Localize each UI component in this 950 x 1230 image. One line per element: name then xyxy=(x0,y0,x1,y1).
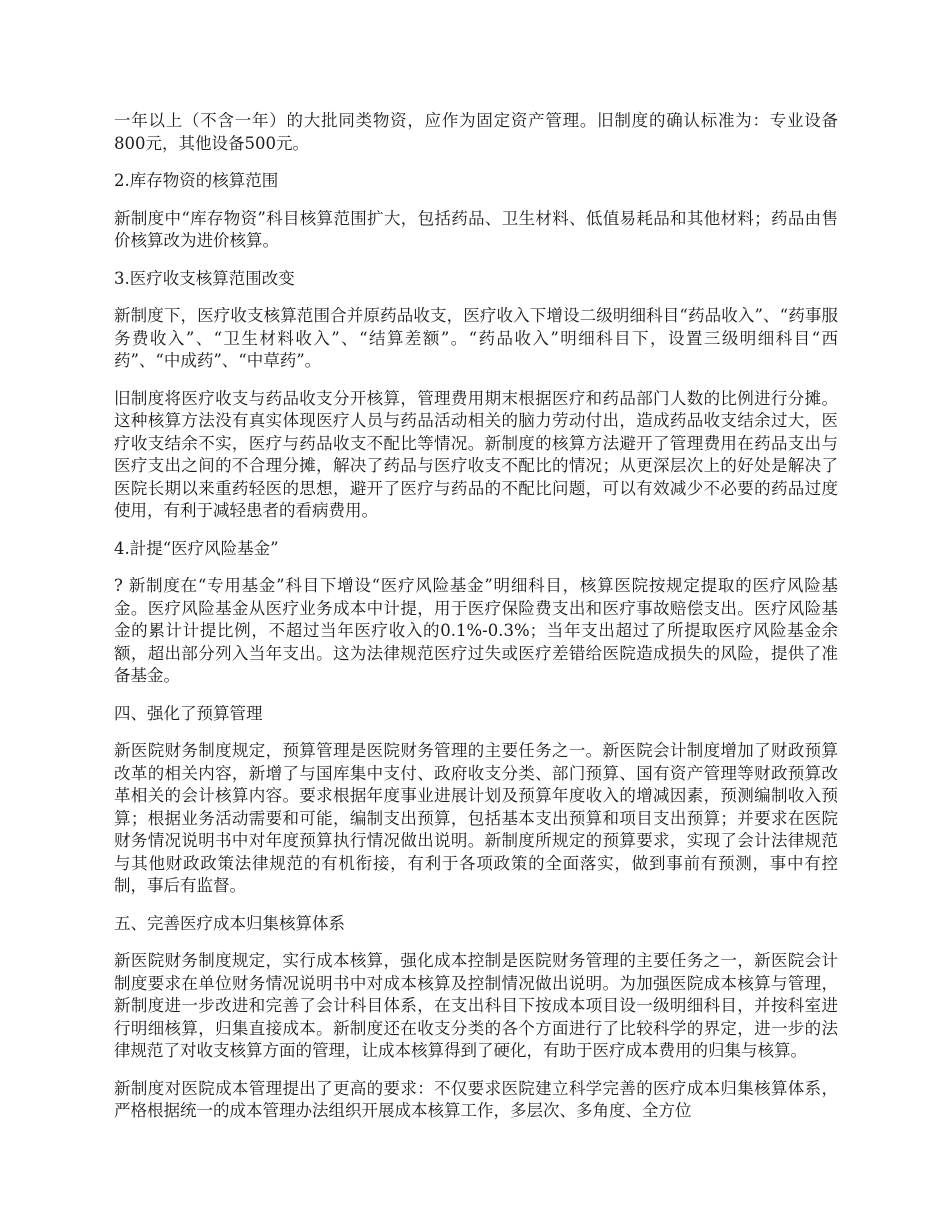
heading-risk-fund: 4.計提“医疗风险基金” xyxy=(114,538,279,558)
paragraph-fixed-assets-standard: 一年以上（不含一年）的大批同类物资，应作为固定资产管理。旧制度的确认标准为：专业设备800元，其他设备500元。 xyxy=(114,111,838,153)
heading-cost-accounting: 五、完善医疗成本归集核算体系 xyxy=(114,913,345,933)
paragraph-inventory-scope: 新制度中“库存物资”科目核算范围扩大，包括药品、卫生材料、低值易耗品和其他材料；药品由售价核算改为进价核算。 xyxy=(114,208,838,250)
paragraph-budget-management: 新医院财务制度规定，预算管理是医院财务管理的主要任务之一。新医院会计制度增加了财政预算改革的相关内容，新增了与国库集中支付、政府收支分类、部门预算、国有资产管理等财政预算改革相关的会计核算内容。要求根据年度事业进展计划及预算年度收入的增减因素，预测编制收入预算；根据业务活动需要和可能，编制支出预算，包括基本支出预算和项目支出预算；并要求在医院财务情况说明书中对年度预算执行情况做出说明。新制度所规定的预算要求，实现了会计法律规范与其他财政政策法律规范的有机衔接，有利于各项政策的全面落实，做到事前有预测，事中有控制，事后有监督。 xyxy=(114,741,838,895)
paragraph-risk-fund: ? 新制度在“专用基金”科目下增设“医疗风险基金”明细科目，核算医院按规定提取的医疗风险基金。医疗风险基金从医疗业务成本中计提，用于医疗保险费支出和医疗事故赔偿支出。医疗风险基金的累计计提比例，不超过当年医疗收入的0.1%-0.3%；当年支出超过了所提取医疗风险基金余额，超出部分列入当年支出。这为法律规范医疗过失或医疗差错给医院造成损失的风险，提供了准备基金。 xyxy=(114,576,838,685)
paragraph-cost-accounting: 新医院财务制度规定，实行成本核算，强化成本控制是医院财务管理的主要任务之一，新医院会计制度要求在单位财务情况说明书中对成本核算及控制情况做出说明。为加强医院成本核算与管理，新制度进一步改进和完善了会计科目体系，在支出科目下按成本项目设一级明细科目，并按科室进行明细核算，归集直接成本。新制度还在收支分类的各个方面进行了比较科学的界定，进一步的法律规范了对收支核算方面的管理，让成本核算得到了硬化，有助于医疗成本费用的归集与核算。 xyxy=(114,951,838,1060)
heading-inventory-scope: 2.库存物资的核算范围 xyxy=(114,171,279,190)
paragraph-medical-income-scope: 新制度下，医疗收支核算范围合并原药品收支，医疗收入下增设二级明细科目“药品收入”、“药事服务费收入”、“卫生材料收入”、“结算差额”。“药品收入”明细科目下，设置三级明细科目“西药”、“中成药”、“中草药”。 xyxy=(114,306,838,370)
heading-medical-income-scope: 3.医疗收支核算范围改变 xyxy=(114,268,295,288)
paragraph-old-system-comparison: 旧制度将医疗收支与药品收支分开核算，管理费用期末根据医疗和药品部门人数的比例进行分摊。这种核算方法没有真实体现医疗人员与药品活动相关的脑力劳动付出，造成药品收支结余过大，医疗收支结余不实，医疗与药品收支不配比等情况。新制度的核算方法避开了管理费用在药品支出与医疗支出之间的不合理分摊，解决了药品与医疗收支不配比的情况；从更深层次上的好处是解决了医院长期以来重药轻医的思想，避开了医疗与药品的不配比问题，可以有效减少不必要的药品过度使用，有利于减轻患者的看病费用。 xyxy=(114,388,838,520)
paragraph-cost-requirements: 新制度对医院成本管理提出了更高的要求：不仅要求医院建立科学完善的医疗成本归集核算体系，严格根据统一的成本管理办法组织开展成本核算工作，多层次、多角度、全方位 xyxy=(114,1078,838,1120)
heading-budget-management: 四、强化了预算管理 xyxy=(114,703,263,723)
document-page xyxy=(114,110,838,1138)
